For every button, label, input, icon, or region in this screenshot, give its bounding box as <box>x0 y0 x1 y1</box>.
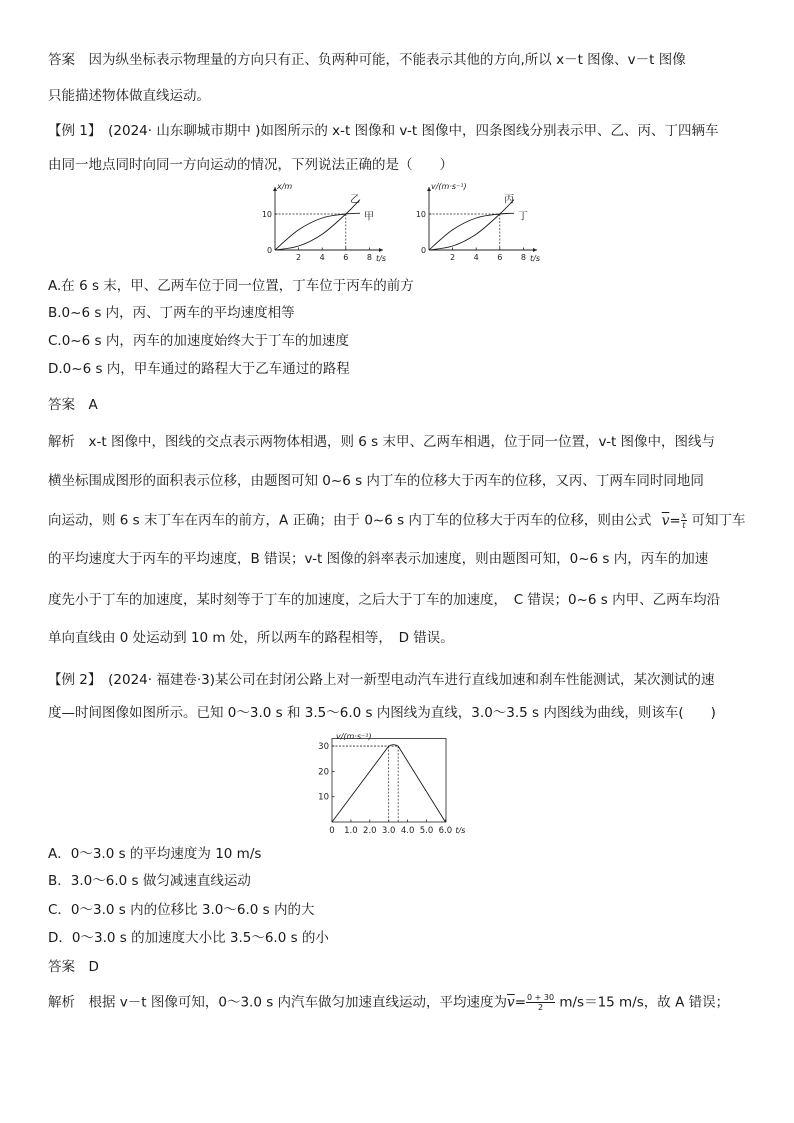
example1-analysis-line-1: 解析 x-t 图像中，图线的交点表示两物体相遇，则 6 s 末甲、乙两车相遇，位于同一位置，v-t 图像中，图线与 <box>48 434 716 450</box>
example2-question-line-1: 【例 2】 (2024· 福建卷·3)某公司在封闭公路上对一新型电动汽车进行直线加速和刹车性能测试，某次测试的速 <box>48 672 715 688</box>
x-axis-arrow <box>379 248 383 252</box>
series-label-1: 乙 <box>349 194 360 206</box>
x-tick-label: 8 <box>366 253 372 262</box>
x-tick-label: 2 <box>450 253 456 262</box>
formula-eq: = <box>669 512 681 529</box>
example1-analysis-line-4: 的平均速度大于丙车的平均速度，B 错误；v-t 图像的斜率表示加速度，则由题图可知，0~6 s 内，丙车的加速 <box>48 551 709 567</box>
x-tick-label: 4.0 <box>400 826 415 836</box>
intro-line-2: 只能描述物体做直线运动。 <box>48 88 210 104</box>
x-tick-label: 2.0 <box>363 826 377 836</box>
example2-option-c: C．0～3.0 s 内的位移比 3.0～6.0 s 内的大 <box>48 902 315 918</box>
origin-label: 0 <box>267 246 273 255</box>
example1-question-line-1: 【例 1】 (2024· 山东聊城市期中 )如图所示的 x-t 图像和 v-t 图像中，四条图线分别表示甲、乙、丙、丁四辆车 <box>48 123 719 139</box>
example2-option-b: B．3.0～6.0 s 做匀减速直线运动 <box>48 873 251 889</box>
series-label-2: 丁 <box>517 211 528 223</box>
vt-chart <box>403 182 553 268</box>
example1-analysis-line-3 <box>48 511 745 530</box>
x-tick-label: 4 <box>319 253 325 262</box>
example1-analysis-line-3-text: 向运动，则 6 s 末丁车在丙车的前方，A 正确；由于 0~6 s 内丁车的位移大于丙车的位移，则由公式 <box>48 512 652 529</box>
formula-denominator: t <box>682 521 686 530</box>
formula-fraction <box>681 511 688 530</box>
x-tick-label: 8 <box>520 253 526 262</box>
x-axis-label: t/s <box>530 254 540 263</box>
formula-lhs: $\overline{v}$ <box>661 512 670 529</box>
example2-question-line-2: 度—时间图像如图所示。已知 0～3.0 s 和 3.5～6.0 s 内图线为直线，3.0～3.5 s 内图线为曲线，则该车( ) <box>48 705 716 721</box>
x-tick-label: 6 <box>343 253 349 262</box>
y-axis-label: v/(m·s⁻¹) <box>336 732 372 741</box>
series-label-1: 丙 <box>503 194 514 206</box>
formula2-lhs: $\overline{v}$ <box>507 994 515 1011</box>
x-tick-label: 1.0 <box>344 826 358 836</box>
average-velocity-formula <box>662 513 692 529</box>
y-tick-label: 10 <box>415 210 426 219</box>
example1-analysis-line-3-tail: 可知丁车 <box>691 512 746 529</box>
example2-analysis-tail: m/s＝15 m/s，故 A 错误； <box>555 994 730 1011</box>
example2-option-a: A．0～3.0 s 的平均速度为 10 m/s <box>48 846 262 862</box>
xt-chart <box>255 182 395 268</box>
y-tick-label: 10 <box>318 792 329 803</box>
example1-analysis-line-5: 度先小于丁车的加速度，某时刻等于丁车的加速度，之后大于丁车的加速度， C 错误；0~6 s 内甲、乙两车均沿 <box>48 592 721 608</box>
example1-question-line-2: 由同一地点同时向同一方向运动的情况，下列说法正确的是（ ） <box>48 157 453 173</box>
formula2-numerator: 0 + 30 <box>527 993 555 1002</box>
x-axis-label: t/s <box>455 826 466 835</box>
x-tick-label: 3.0 <box>381 826 396 836</box>
example2-analysis-text: 解析 根据 v－t 图像可知，0～3.0 s 内汽车做匀加速直线运动，平均速度为 <box>48 994 508 1011</box>
y-tick-label: 20 <box>318 767 329 778</box>
car-vt-chart <box>308 728 488 838</box>
y-axis-label: x/m <box>277 182 293 191</box>
x-axis-label: t/s <box>376 254 386 263</box>
example1-option-d: D.0~6 s 内，甲车通过的路程大于乙车通过的路程 <box>48 361 350 377</box>
y-tick-label: 30 <box>318 742 329 753</box>
example1-analysis-line-6: 单向直线由 0 处运动到 10 m 处，所以两车的路程相等， D 错误。 <box>48 630 454 646</box>
intro-line-1: 答案 因为纵坐标表示物理量的方向只有正、负两种可能，不能表示其他的方向,所以 x－t 图像、v－t 图像 <box>48 52 686 68</box>
formula-numerator: x <box>681 511 687 520</box>
x-tick-label: 2 <box>296 253 302 262</box>
series-line-1 <box>429 200 514 250</box>
origin-label: 0 <box>421 246 427 255</box>
series-line-2 <box>429 213 514 250</box>
example1-option-a: A.在 6 s 末，甲、乙两车位于同一位置，丁车位于丙车的前方 <box>48 278 414 294</box>
x-tick-label: 0 <box>329 826 335 836</box>
x-tick-label: 6.0 <box>438 826 453 836</box>
example1-answer: 答案 A <box>48 397 98 413</box>
formula2-eq: = <box>514 994 526 1011</box>
x-axis-arrow <box>533 248 537 252</box>
series-line-1 <box>275 200 360 250</box>
formula2-fraction <box>526 993 555 1012</box>
example2-option-d: D．0～3.0 s 的加速度大小比 3.5～6.0 s 的小 <box>48 930 329 946</box>
y-axis-label: v/(m·s⁻¹) <box>431 182 467 191</box>
example2-analysis-line-1 <box>48 993 729 1012</box>
series-label-2: 甲 <box>363 211 374 223</box>
example2-answer: 答案 D <box>48 959 99 975</box>
example1-option-b: B.0~6 s 内，丙、丁两车的平均速度相等 <box>48 305 295 321</box>
formula2-denominator: 2 <box>537 1003 544 1012</box>
example1-option-c: C.0~6 s 内，丙车的加速度始终大于丁车的加速度 <box>48 333 349 349</box>
x-tick-label: 4 <box>473 253 479 262</box>
series-line-2 <box>275 213 360 250</box>
x-tick-label: 5.0 <box>419 826 434 836</box>
x-tick-label: 6 <box>497 253 503 262</box>
y-tick-label: 10 <box>261 210 272 219</box>
example1-analysis-line-2: 横坐标围成图形的面积表示位移，由题图可知 0~6 s 内丁车的位移大于丙车的位移，又丙、丁两车同时同地同 <box>48 473 704 489</box>
